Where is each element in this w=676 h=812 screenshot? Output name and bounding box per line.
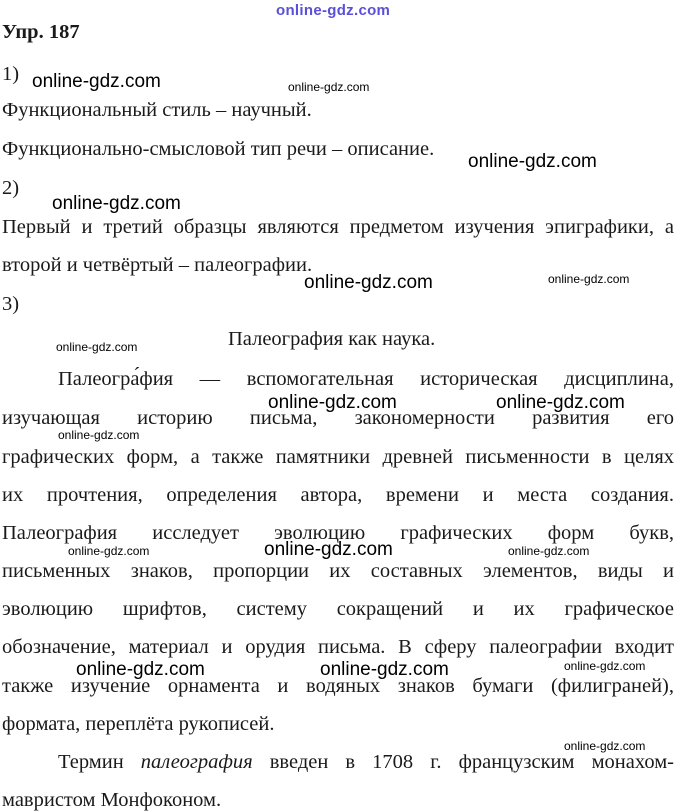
paragraph-1-line: обозначение, материал и орудия письма. В сферу палеографии входит	[2, 636, 674, 658]
paragraph-1-line: эволюцию шрифтов, систему сокращений и их графическое	[2, 598, 674, 620]
paragraph-2-line-1	[58, 750, 674, 774]
section-1-number: 1)	[2, 63, 20, 85]
section-1-type-line: Функционально-смысловой тип речи – описание.	[2, 138, 435, 160]
watermark: online-gdz.com	[320, 659, 449, 680]
section-1-style-line: Функциональный стиль – научный.	[2, 99, 312, 121]
watermark: online-gdz.com	[76, 659, 205, 680]
exercise-title: Упр. 187	[2, 21, 80, 43]
paragraph-2-text: Термин	[58, 751, 141, 773]
watermark: online-gdz.com	[508, 544, 590, 558]
watermark: online-gdz.com	[58, 428, 140, 442]
watermark: online-gdz.com	[468, 151, 597, 172]
paragraph-1-line: письменных знаков, пропорции их составных элементов, виды и	[2, 560, 674, 582]
section-2-line-1: Первый и третий образцы являются предметом изучения эпиграфики, а	[2, 216, 674, 238]
paragraph-1-line: графических форм, а также памятники древней письменности в целях	[2, 446, 674, 468]
watermark: online-gdz.com	[564, 739, 646, 753]
watermark: online-gdz.com	[32, 71, 161, 92]
section-2-line-2: второй и четвёртый – палеографии.	[2, 254, 313, 276]
term-italic: палеография	[140, 751, 253, 773]
section-3-heading: Палеография как наука.	[228, 328, 436, 350]
paragraph-1-line: изучающая историю письма, закономерности развития его	[2, 407, 674, 429]
section-2-number: 2)	[2, 177, 20, 199]
paragraph-1-line: также изучение орнамента и водяных знаков бумаги (филиграней),	[2, 675, 674, 697]
watermark: online-gdz.com	[564, 659, 646, 673]
watermark: online-gdz.com	[304, 272, 433, 293]
paragraph-2-text: введен в 1708 г. французским монахом-	[252, 751, 675, 773]
watermark: online-gdz.com	[264, 539, 393, 560]
watermark: online-gdz.com	[68, 544, 150, 558]
watermark: online-gdz.com	[548, 272, 630, 286]
watermark: online-gdz.com	[288, 80, 370, 94]
paragraph-2-line-2: мавристом Монфоконом.	[2, 789, 222, 811]
watermark: online-gdz.com	[496, 392, 625, 413]
paragraph-1-line: формата, переплёта рукописей.	[2, 713, 275, 735]
watermark: online-gdz.com	[268, 392, 397, 413]
site-watermark-top: online-gdz.com	[276, 2, 391, 19]
paragraph-1-line: Палеография исследует эволюцию графических форм букв,	[2, 522, 674, 544]
paragraph-1-line: Палеогра́фия — вспомогательная историческая дисциплина,	[58, 368, 674, 390]
section-3-number: 3)	[2, 293, 20, 315]
watermark: online-gdz.com	[52, 193, 181, 214]
paragraph-1-line: их прочтения, определения автора, времени и места создания.	[2, 484, 674, 506]
watermark: online-gdz.com	[56, 340, 138, 354]
